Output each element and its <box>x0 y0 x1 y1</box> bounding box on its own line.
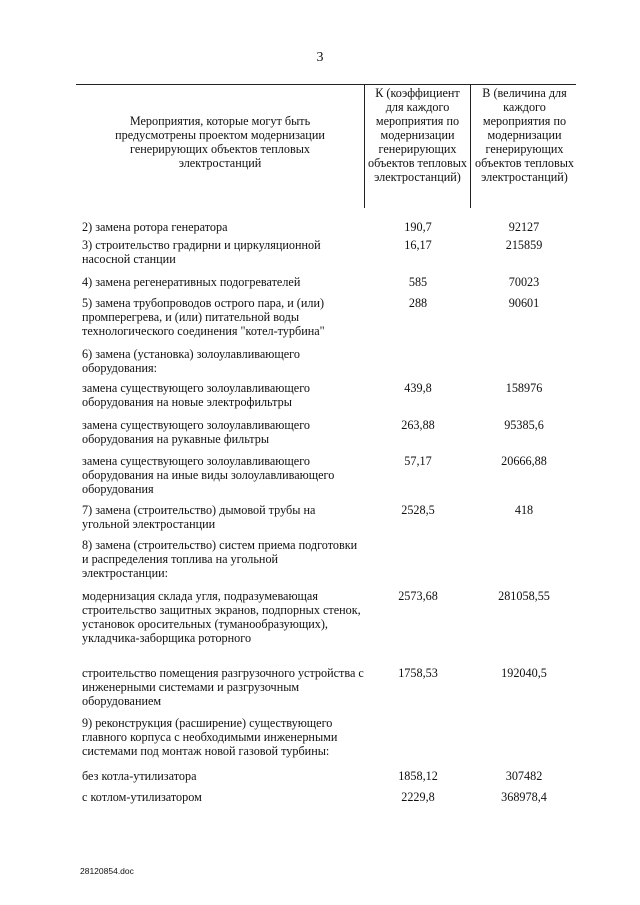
row-k: 585 <box>408 275 428 289</box>
row-measure: модернизация склада угля, подразумевающая строительство защитных экранов, подпорных стенок, установок оросительных (туманообразующих), укладчика-заборщика роторного <box>82 589 361 645</box>
row-k: 263,88 <box>401 418 435 432</box>
row-b: 368978,4 <box>501 790 547 804</box>
row-b: 307482 <box>505 769 543 783</box>
row-k: 2229,8 <box>401 790 435 804</box>
row-k: 439,8 <box>404 381 432 395</box>
row-k: 2528,5 <box>401 503 435 517</box>
header-top-rule <box>76 84 576 85</box>
row-b: 192040,5 <box>501 666 547 680</box>
row-measure: 7) замена (строительство) дымовой трубы на угольной электростанции <box>82 503 316 531</box>
header-k-coefficient: К (коэффициент для каждого мероприятия по модернизации генерирующих объектов тепловых электростанций) <box>368 86 467 184</box>
column-divider <box>470 84 471 208</box>
row-measure: без котла-утилизатора <box>82 769 197 783</box>
header-b-value: В (величина для каждого мероприятия по модернизации генерирующих объектов тепловых электростанций) <box>475 86 574 184</box>
row-b: 95385,6 <box>504 418 544 432</box>
row-measure: с котлом-утилизатором <box>82 790 202 804</box>
row-b: 418 <box>514 503 534 517</box>
document-id: 28120854.doc <box>80 866 134 876</box>
row-b: 90601 <box>508 296 540 310</box>
row-k: 2573,68 <box>398 589 438 603</box>
row-measure: 8) замена (строительство) систем приема подготовки и распределения топлива на угольной электростанции: <box>82 538 358 580</box>
header-measures: Мероприятия, которые могут быть предусмотрены проектом модернизации генерирующих объектов тепловых электростанций <box>115 114 325 170</box>
row-b: 20666,88 <box>501 454 547 468</box>
row-measure: 3) строительство градирни и циркуляционной насосной станции <box>82 238 321 266</box>
row-b: 92127 <box>508 220 540 234</box>
row-measure: 5) замена трубопроводов острого пара, и (или) промперегрева, и (или) питательной воды технологического соединения "котел-турбина" <box>82 296 325 338</box>
row-b: 158976 <box>505 381 543 395</box>
row-k: 57,17 <box>404 454 432 468</box>
column-divider <box>364 84 365 208</box>
row-b: 70023 <box>508 275 540 289</box>
row-k: 1858,12 <box>398 769 438 783</box>
row-k: 16,17 <box>404 238 432 252</box>
row-measure: 9) реконструкция (расширение) существующего главного корпуса с необходимыми инженерными системами под монтаж новой газовой турбины: <box>82 716 338 758</box>
page-number: 3 <box>316 50 324 65</box>
row-k: 288 <box>408 296 428 310</box>
row-measure: 2) замена ротора генератора <box>82 220 228 234</box>
row-measure: замена существующего золоулавливающего оборудования на новые электрофильтры <box>82 381 310 409</box>
row-measure: строительство помещения разгрузочного устройства с инженерными системами и разгрузочным оборудованием <box>82 666 364 708</box>
row-k: 1758,53 <box>398 666 438 680</box>
row-k: 190,7 <box>404 220 432 234</box>
row-measure: 4) замена регенеративных подогревателей <box>82 275 301 289</box>
row-b: 215859 <box>505 238 543 252</box>
row-measure: замена существующего золоулавливающего оборудования на иные виды золоулавливающего оборудования <box>82 454 335 496</box>
table-header <box>76 84 576 208</box>
row-measure: 6) замена (установка) золоулавливающего оборудования: <box>82 347 300 375</box>
row-b: 281058,55 <box>498 589 550 603</box>
row-measure: замена существующего золоулавливающего оборудования на рукавные фильтры <box>82 418 310 446</box>
